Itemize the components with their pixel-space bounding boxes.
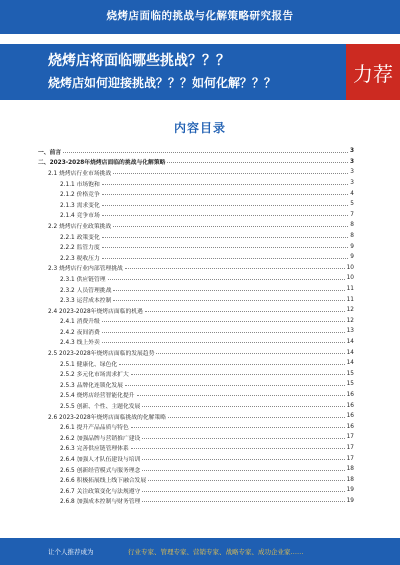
toc-entry-label: 2.6.7 关注政策变化与法规遵守 bbox=[60, 488, 141, 495]
toc-leader-dots bbox=[102, 258, 349, 259]
toc-entry-label: 2.5 2023-2028年烧烤店面临的发展趋势 bbox=[48, 351, 155, 358]
toc-leader-dots bbox=[142, 491, 344, 492]
toc-entry[interactable] bbox=[36, 220, 354, 231]
toc-leader-dots bbox=[168, 417, 345, 418]
toc-entry-label: 2.6.4 加强人才队伍建设与培训 bbox=[60, 457, 141, 464]
toc-entry[interactable] bbox=[36, 157, 354, 168]
toc-entry-label: 2.3.2 人员管理挑战 bbox=[60, 287, 112, 294]
toc-entry[interactable] bbox=[36, 432, 354, 443]
toc-entry-label: 2.6 2023-2028年烧烤店面临挑战的化解策略 bbox=[48, 414, 167, 421]
toc-entry[interactable] bbox=[36, 496, 354, 507]
toc-leader-dots bbox=[102, 237, 349, 238]
toc-entry[interactable] bbox=[36, 379, 354, 390]
toc-entry-label: 2.3.3 运营成本控制 bbox=[60, 298, 112, 305]
toc-leader-dots bbox=[63, 152, 348, 153]
toc-entry[interactable] bbox=[36, 210, 354, 221]
toc-entry[interactable] bbox=[36, 337, 354, 348]
toc-entry-page: 11 bbox=[346, 296, 354, 303]
table-of-contents bbox=[36, 146, 354, 506]
toc-entry-label: 2.1.4 竞争市场 bbox=[60, 213, 100, 220]
toc-entry[interactable] bbox=[36, 231, 354, 242]
toc-entry-page: 8 bbox=[350, 233, 354, 240]
toc-title: 内容目录 bbox=[173, 121, 226, 135]
toc-entry-label: 2.5.1 健康化、绿色化 bbox=[60, 361, 118, 368]
toc-entry-page: 13 bbox=[346, 328, 354, 335]
toc-entry-label: 2.1.1 市场饱和 bbox=[60, 181, 100, 188]
toc-entry-label: 2.3 烧烤店行业内部管理挑战 bbox=[48, 266, 123, 273]
toc-entry-page: 17 bbox=[346, 444, 354, 451]
toc-entry[interactable] bbox=[36, 347, 354, 358]
toc-entry-page: 16 bbox=[346, 423, 354, 430]
toc-entry-page: 16 bbox=[346, 402, 354, 409]
toc-entry[interactable] bbox=[36, 305, 354, 316]
toc-entry[interactable] bbox=[36, 294, 354, 305]
footer-banner bbox=[0, 538, 400, 565]
toc-entry[interactable] bbox=[36, 390, 354, 401]
toc-entry-label: 二、2023-2028年烧烤店面临的挑战与化解策略 bbox=[38, 160, 166, 167]
toc-entry-page: 3 bbox=[349, 148, 354, 155]
toc-entry[interactable] bbox=[36, 443, 354, 454]
toc-entry-label: 2.2.3 税收压力 bbox=[60, 255, 100, 262]
toc-entry-label: 2.6.6 积极拓展线上线下融合发展 bbox=[60, 478, 147, 485]
toc-entry-page: 14 bbox=[346, 360, 354, 367]
toc-entry-label: 2.1.3 需求变化 bbox=[60, 202, 100, 209]
toc-leader-dots bbox=[142, 406, 344, 407]
toc-leader-dots bbox=[102, 194, 349, 195]
toc-entry-label: 2.2.2 监管力度 bbox=[60, 245, 100, 252]
toc-entry[interactable] bbox=[36, 326, 354, 337]
toc-entry-page: 14 bbox=[346, 338, 354, 345]
toc-entry-label: 一、前言 bbox=[38, 149, 62, 156]
toc-leader-dots bbox=[119, 364, 344, 365]
toc-entry-page: 4 bbox=[350, 190, 354, 197]
toc-entry-page: 15 bbox=[346, 381, 354, 388]
toc-entry-label: 2.5.4 烧烤店经营智能化提升 bbox=[60, 393, 135, 400]
toc-leader-dots bbox=[102, 184, 349, 185]
toc-leader-dots bbox=[142, 470, 344, 471]
toc-entry-label: 2.5.5 创新、个性、主题化发展 bbox=[60, 404, 141, 411]
toc-entry[interactable] bbox=[36, 263, 354, 274]
toc-entry[interactable] bbox=[36, 474, 354, 485]
toc-entry-page: 16 bbox=[346, 391, 354, 398]
toc-leader-dots bbox=[102, 342, 345, 343]
toc-entry-label: 2.6.5 创新经营模式与服务理念 bbox=[60, 467, 141, 474]
toc-entry[interactable] bbox=[36, 241, 354, 252]
toc-entry-page: 14 bbox=[346, 349, 354, 356]
toc-entry-page: 3 bbox=[349, 158, 354, 165]
toc-entry-label: 2.2.1 政策变化 bbox=[60, 234, 100, 241]
toc-entry-page: 9 bbox=[350, 243, 354, 250]
toc-entry[interactable] bbox=[36, 188, 354, 199]
toc-leader-dots bbox=[145, 311, 345, 312]
toc-entry-label: 2.4.3 线上外卖 bbox=[60, 340, 100, 347]
footer-left-text: 让个人推荐成为 bbox=[48, 548, 94, 556]
toc-leader-dots bbox=[102, 332, 345, 333]
toc-entry[interactable] bbox=[36, 453, 354, 464]
toc-entry-page: 3 bbox=[350, 180, 354, 187]
toc-entry[interactable] bbox=[36, 400, 354, 411]
toc-leader-dots bbox=[113, 173, 348, 174]
toc-entry-page: 16 bbox=[346, 413, 354, 420]
toc-leader-dots bbox=[131, 448, 345, 449]
toc-entry-page: 8 bbox=[350, 222, 354, 229]
toc-entry-page: 17 bbox=[346, 434, 354, 441]
toc-entry-label: 2.4.1 消费升级 bbox=[60, 319, 100, 326]
toc-entry-label: 2.1 烧烤店行业市场挑战 bbox=[48, 170, 112, 177]
hero-banner bbox=[0, 44, 400, 100]
report-title: 烧烤店面临的挑战与化解策略研究报告 bbox=[106, 10, 294, 22]
toc-entry-page: 18 bbox=[346, 466, 354, 473]
toc-entry[interactable] bbox=[36, 167, 354, 178]
toc-entry[interactable] bbox=[36, 273, 354, 284]
toc-entry-page: 10 bbox=[346, 264, 354, 271]
toc-entry-label: 2.3.1 供应链管理 bbox=[60, 276, 106, 283]
toc-entry-label: 2.6.2 加强品牌与营销推广建设 bbox=[60, 435, 141, 442]
toc-entry-page: 12 bbox=[346, 317, 354, 324]
toc-entry-label: 2.6.3 完善供应链管理体系 bbox=[60, 446, 129, 453]
toc-entry[interactable] bbox=[36, 252, 354, 263]
toc-leader-dots bbox=[113, 226, 348, 227]
toc-entry-label: 2.6.8 加强成本控制与财务管理 bbox=[60, 499, 141, 506]
toc-entry[interactable] bbox=[36, 199, 354, 210]
toc-leader-dots bbox=[137, 395, 345, 396]
toc-leader-dots bbox=[102, 247, 349, 248]
toc-entry-page: 7 bbox=[350, 211, 354, 218]
toc-entry-page: 9 bbox=[350, 254, 354, 261]
toc-entry-label: 2.2 烧烤店行业政策挑战 bbox=[48, 223, 112, 230]
toc-leader-dots bbox=[113, 300, 344, 301]
toc-entry-label: 2.4 2023-2028年烧烤店面临的机遇 bbox=[48, 308, 143, 315]
toc-entry[interactable] bbox=[36, 411, 354, 422]
toc-entry-page: 19 bbox=[346, 487, 354, 494]
toc-entry-page: 10 bbox=[346, 275, 354, 282]
hero-subheadline: 烧烤店如何迎接挑战？？？如何化解？？？ bbox=[48, 76, 277, 90]
toc-leader-dots bbox=[102, 205, 349, 206]
toc-entry[interactable] bbox=[36, 358, 354, 369]
toc-entry[interactable] bbox=[36, 485, 354, 496]
toc-leader-dots bbox=[142, 501, 344, 502]
toc-leader-dots bbox=[108, 279, 345, 280]
toc-entry-label: 2.5.3 品牌化连锁化发展 bbox=[60, 382, 123, 389]
toc-entry[interactable] bbox=[36, 368, 354, 379]
toc-entry-label: 2.5.2 多元化市场需求扩大 bbox=[60, 372, 129, 379]
toc-leader-dots bbox=[156, 353, 344, 354]
toc-leader-dots bbox=[167, 162, 348, 163]
toc-entry[interactable] bbox=[36, 284, 354, 295]
toc-leader-dots bbox=[131, 374, 345, 375]
toc-leader-dots bbox=[102, 321, 345, 322]
toc-leader-dots bbox=[131, 427, 345, 428]
recommend-badge bbox=[346, 44, 400, 100]
toc-entry[interactable] bbox=[36, 421, 354, 432]
hero-headline: 烧烤店将面临哪些挑战？？？ bbox=[48, 53, 230, 69]
toc-entry-page: 15 bbox=[346, 370, 354, 377]
badge-label: 力荐 bbox=[353, 62, 393, 86]
toc-entry-label: 2.6.1 提升产品品质与特色 bbox=[60, 425, 129, 432]
toc-leader-dots bbox=[102, 215, 349, 216]
toc-entry-page: 12 bbox=[346, 307, 354, 314]
toc-entry-label: 2.1.2 价格竞争 bbox=[60, 192, 100, 199]
toc-entry-page: 17 bbox=[346, 455, 354, 462]
toc-entry[interactable] bbox=[36, 464, 354, 475]
toc-entry[interactable] bbox=[36, 146, 354, 157]
toc-leader-dots bbox=[113, 290, 344, 291]
top-banner bbox=[0, 0, 400, 34]
toc-leader-dots bbox=[125, 268, 345, 269]
toc-entry-page: 3 bbox=[350, 169, 354, 176]
toc-entry-page: 11 bbox=[346, 286, 354, 293]
toc-entry-page: 19 bbox=[346, 497, 354, 504]
toc-leader-dots bbox=[142, 459, 344, 460]
toc-entry[interactable] bbox=[36, 316, 354, 327]
toc-entry[interactable] bbox=[36, 178, 354, 189]
toc-leader-dots bbox=[142, 438, 344, 439]
toc-leader-dots bbox=[148, 480, 344, 481]
toc-entry-page: 18 bbox=[346, 476, 354, 483]
toc-entry-label: 2.4.2 夜间消费 bbox=[60, 329, 100, 336]
toc-leader-dots bbox=[125, 385, 345, 386]
toc-entry-page: 5 bbox=[350, 201, 354, 208]
footer-right-text: 行业专家、管理专家、营销专家、战略专家、成功企业家…… bbox=[128, 548, 304, 556]
